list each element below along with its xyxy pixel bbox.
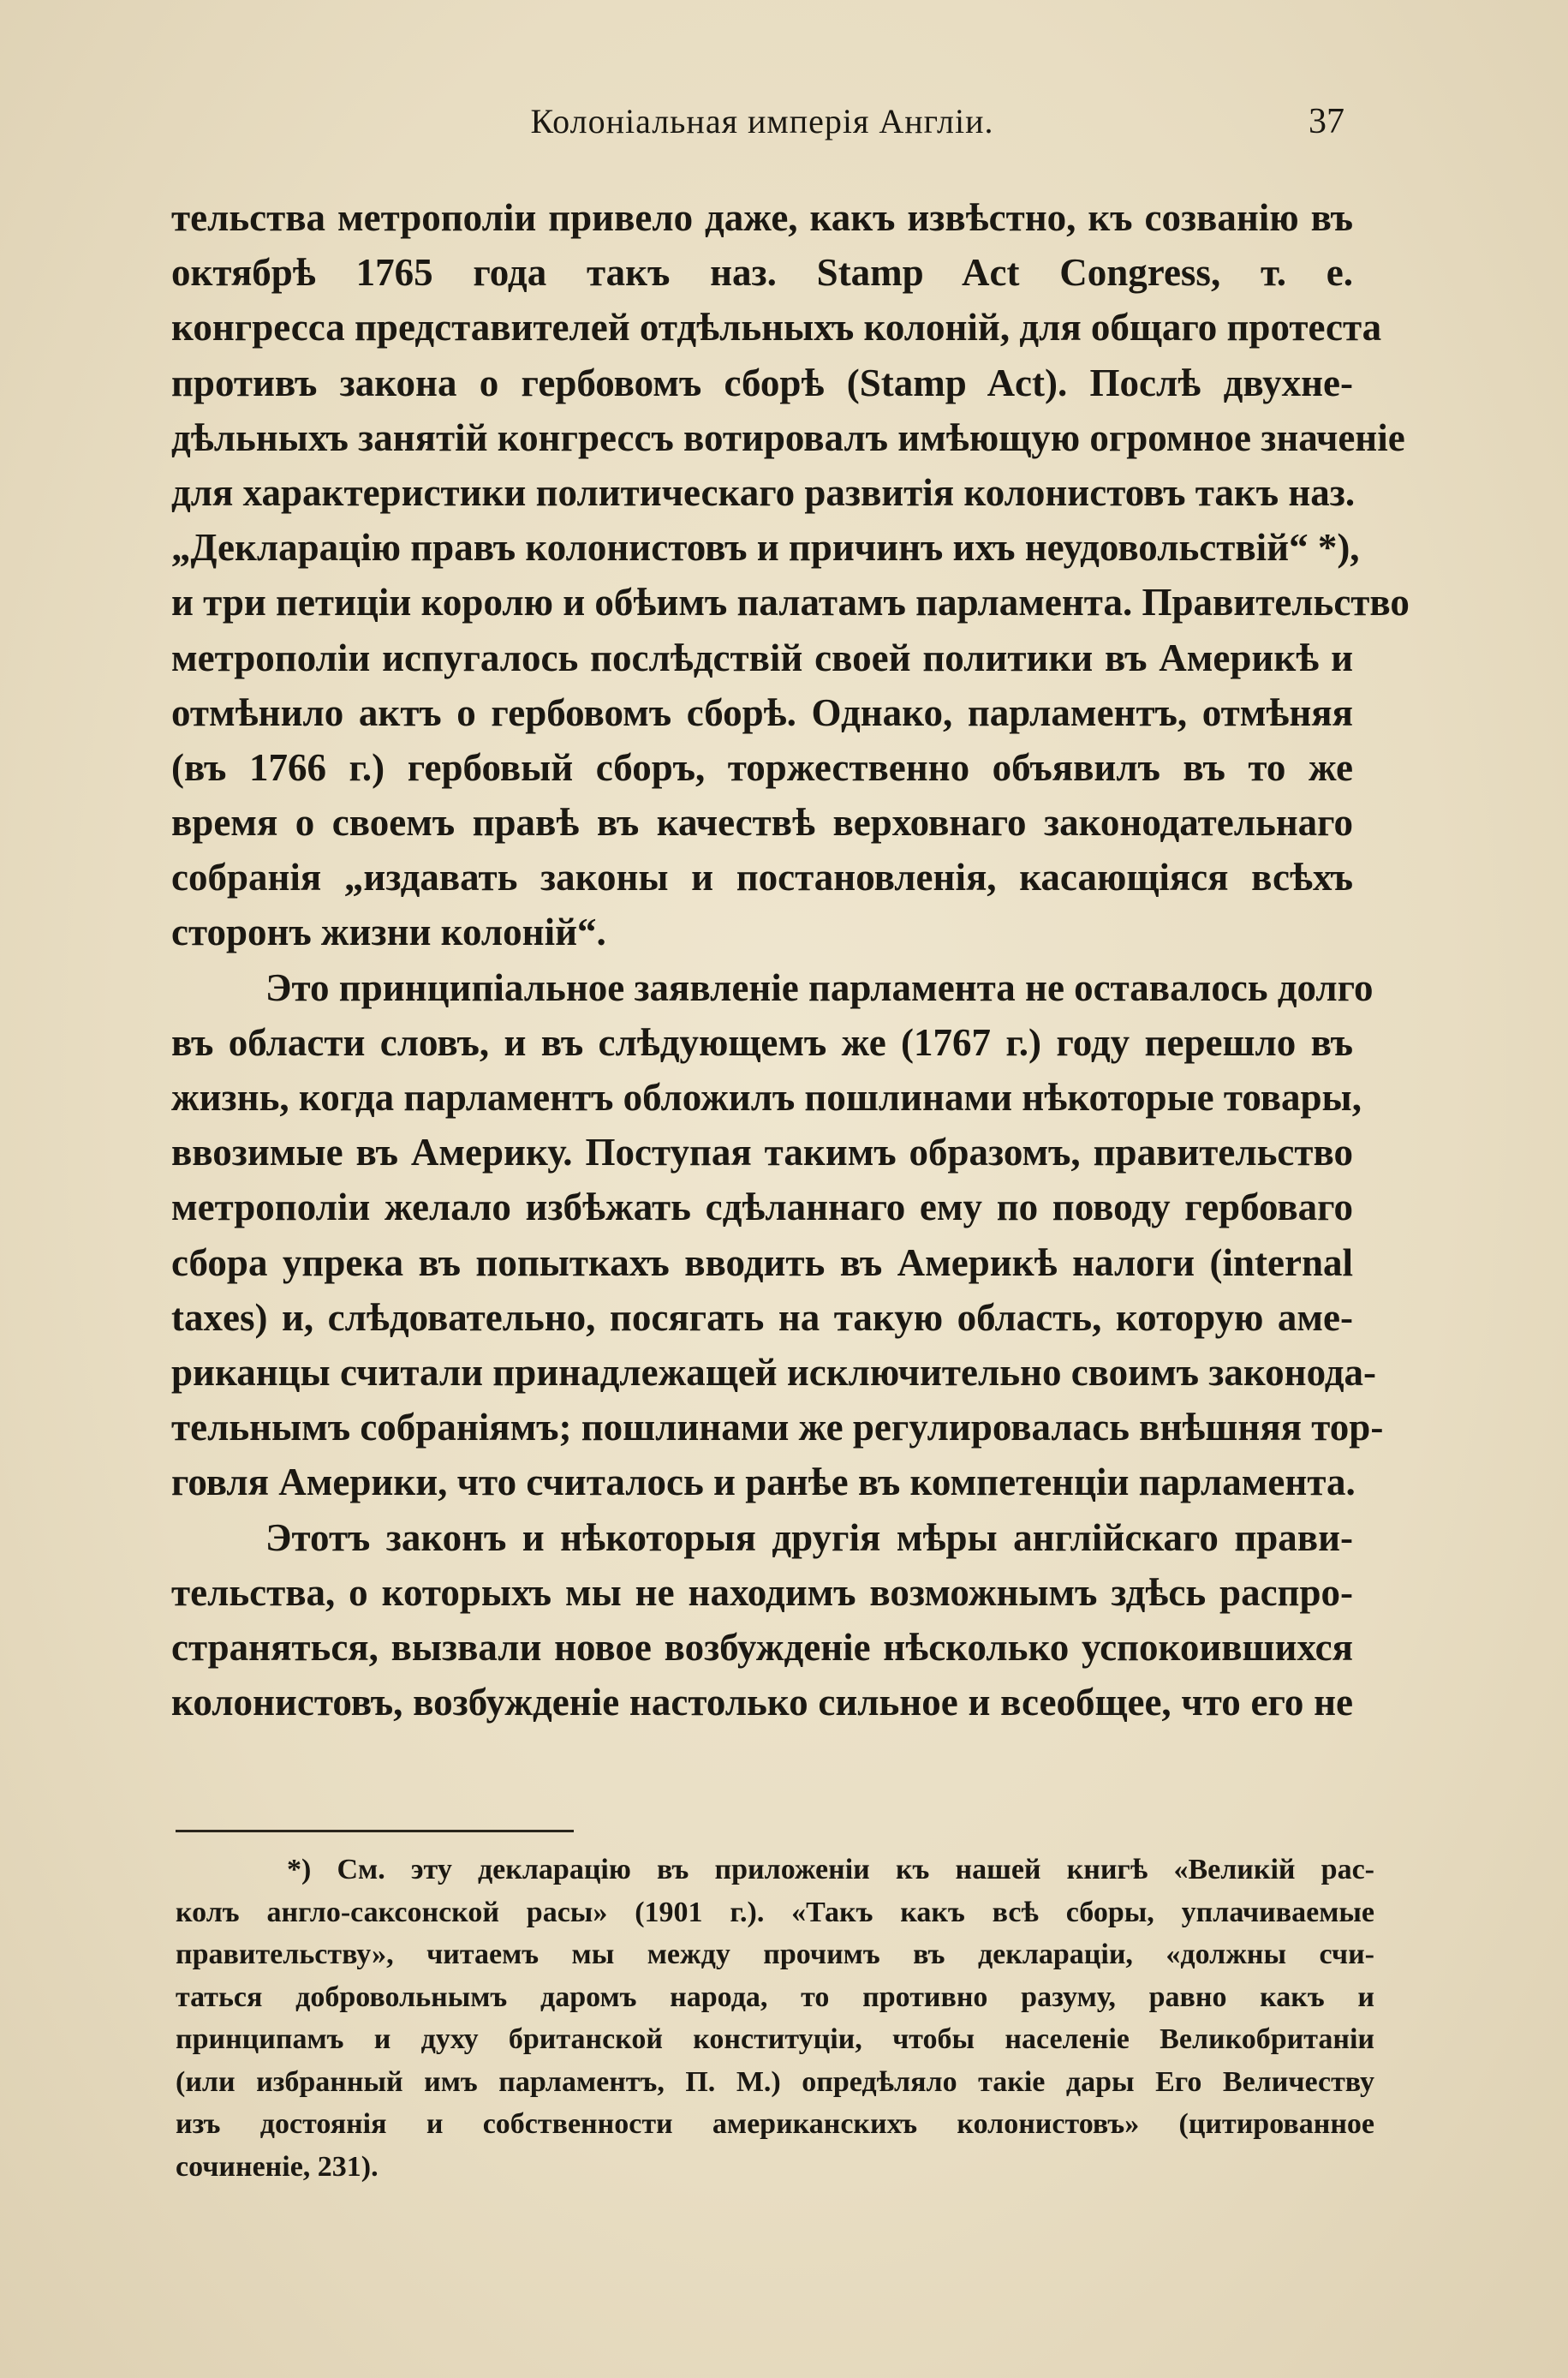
page-number: 37	[1309, 102, 1344, 141]
footnote-line: *) См. эту декларацію въ приложеніи къ нашей книгѣ «Великій рас-	[287, 1854, 1374, 1885]
footnote-line: сочиненіе, 231).	[176, 2150, 379, 2183]
text-line: конгресса представителей отдѣльныхъ колоній, для общаго протеста	[171, 306, 1382, 350]
text-line: отмѣнило актъ о гербовомъ сборѣ. Однако, парламентъ, отмѣняя	[171, 690, 1353, 734]
text-line: колонистовъ, возбужденіе настолько сильное и всеобщее, что его не	[171, 1681, 1353, 1724]
text-line: въ области словъ, и въ слѣдующемъ же (1767 г.) году перешло въ	[171, 1020, 1353, 1064]
footnote-line: правительству», читаемъ мы между прочимъ въ деклараціи, «должны счи-	[176, 1939, 1374, 1970]
text-line: метрополіи желало избѣжать сдѣланнаго ему по поводу гербоваго	[171, 1186, 1353, 1229]
footnote-line: изъ достоянія и собственности американскихъ колонистовъ» (цитированное	[176, 2108, 1374, 2140]
text-line: противъ закона о гербовомъ сборѣ (Stamp Act). Послѣ двухне-	[171, 361, 1353, 404]
text-line: октябрѣ 1765 года такъ наз. Stamp Act Congress, т. е.	[171, 251, 1353, 295]
text-line: говля Америки, что считалось и ранѣе въ компетенціи парламента.	[171, 1461, 1356, 1504]
text-line: жизнь, когда парламентъ обложилъ пошлинами нѣкоторые товары,	[171, 1076, 1362, 1119]
text-line: Это принципіальное заявленіе парламента не оставалось долго	[265, 965, 1374, 1009]
text-line: для характеристики политическаго развитія колонистовъ такъ наз.	[171, 470, 1356, 514]
text-line: сторонъ жизни колоній“.	[171, 911, 606, 954]
text-line: taxes) и, слѣдовательно, посягать на такую область, которую аме-	[171, 1295, 1353, 1339]
text-line: сбора упрека въ попыткахъ вводить въ Америкѣ налоги (internal	[171, 1240, 1353, 1284]
text-line: тельства метрополіи привело даже, какъ извѣстно, къ созванію въ	[171, 196, 1353, 239]
text-line: Этотъ законъ и нѣкоторыя другія мѣры англійскаго прави-	[265, 1515, 1353, 1559]
text-line: „Декларацію правъ колонистовъ и причинъ ихъ неудовольствій“ *),	[171, 526, 1360, 570]
footnote	[176, 1849, 1374, 2188]
footnote-line: принципамъ и духу британской конституціи, чтобы населеніе Великобританіи	[176, 2023, 1374, 2055]
text-line: время о своемъ правѣ въ качествѣ верховнаго законодательнаго	[171, 801, 1353, 845]
text-line: и три петиціи королю и обѣимъ палатамъ парламента. Правительство	[171, 581, 1410, 624]
text-line: дѣльныхъ занятій конгрессъ вотировалъ имѣющую огромное значеніе	[171, 415, 1405, 459]
text-line: ввозимые въ Америку. Поступая такимъ образомъ, правительство	[171, 1131, 1353, 1174]
page-header	[171, 101, 1353, 161]
text-line: тельства, о которыхъ мы не находимъ возможнымъ здѣсь распро-	[171, 1570, 1353, 1614]
footnote-line: (или избранный имъ парламентъ, П. М.) опредѣляло такіе дары Его Величеству	[176, 2065, 1374, 2098]
text-line: риканцы считали принадлежащей исключительно своимъ законода-	[171, 1350, 1377, 1394]
text-line: страняться, вызвали новое возбужденіе нѣсколько успокоившихся	[171, 1625, 1353, 1669]
footnote-line: таться добровольнымъ даромъ народа, то противно разуму, равно какъ и	[176, 1981, 1374, 2013]
footnote-line: колъ англо-саксонской расы» (1901 г.). «Такъ какъ всѣ сборы, уплачиваемые	[176, 1896, 1374, 1928]
text-line: собранія „издавать законы и постановленія, касающіяся всѣхъ	[171, 856, 1353, 899]
text-line: тельнымъ собраніямъ; пошлинами же регулировалась внѣшняя тор-	[171, 1406, 1384, 1449]
running-head: Колоніальная имперія Англіи.	[530, 102, 994, 140]
text-line: метрополіи испугалось послѣдствій своей политики въ Америкѣ и	[171, 636, 1353, 679]
footnote-divider	[176, 1830, 574, 1832]
body-text	[171, 190, 1410, 1730]
text-line: (въ 1766 г.) гербовый сборъ, торжественно объявилъ въ то же	[171, 745, 1353, 789]
